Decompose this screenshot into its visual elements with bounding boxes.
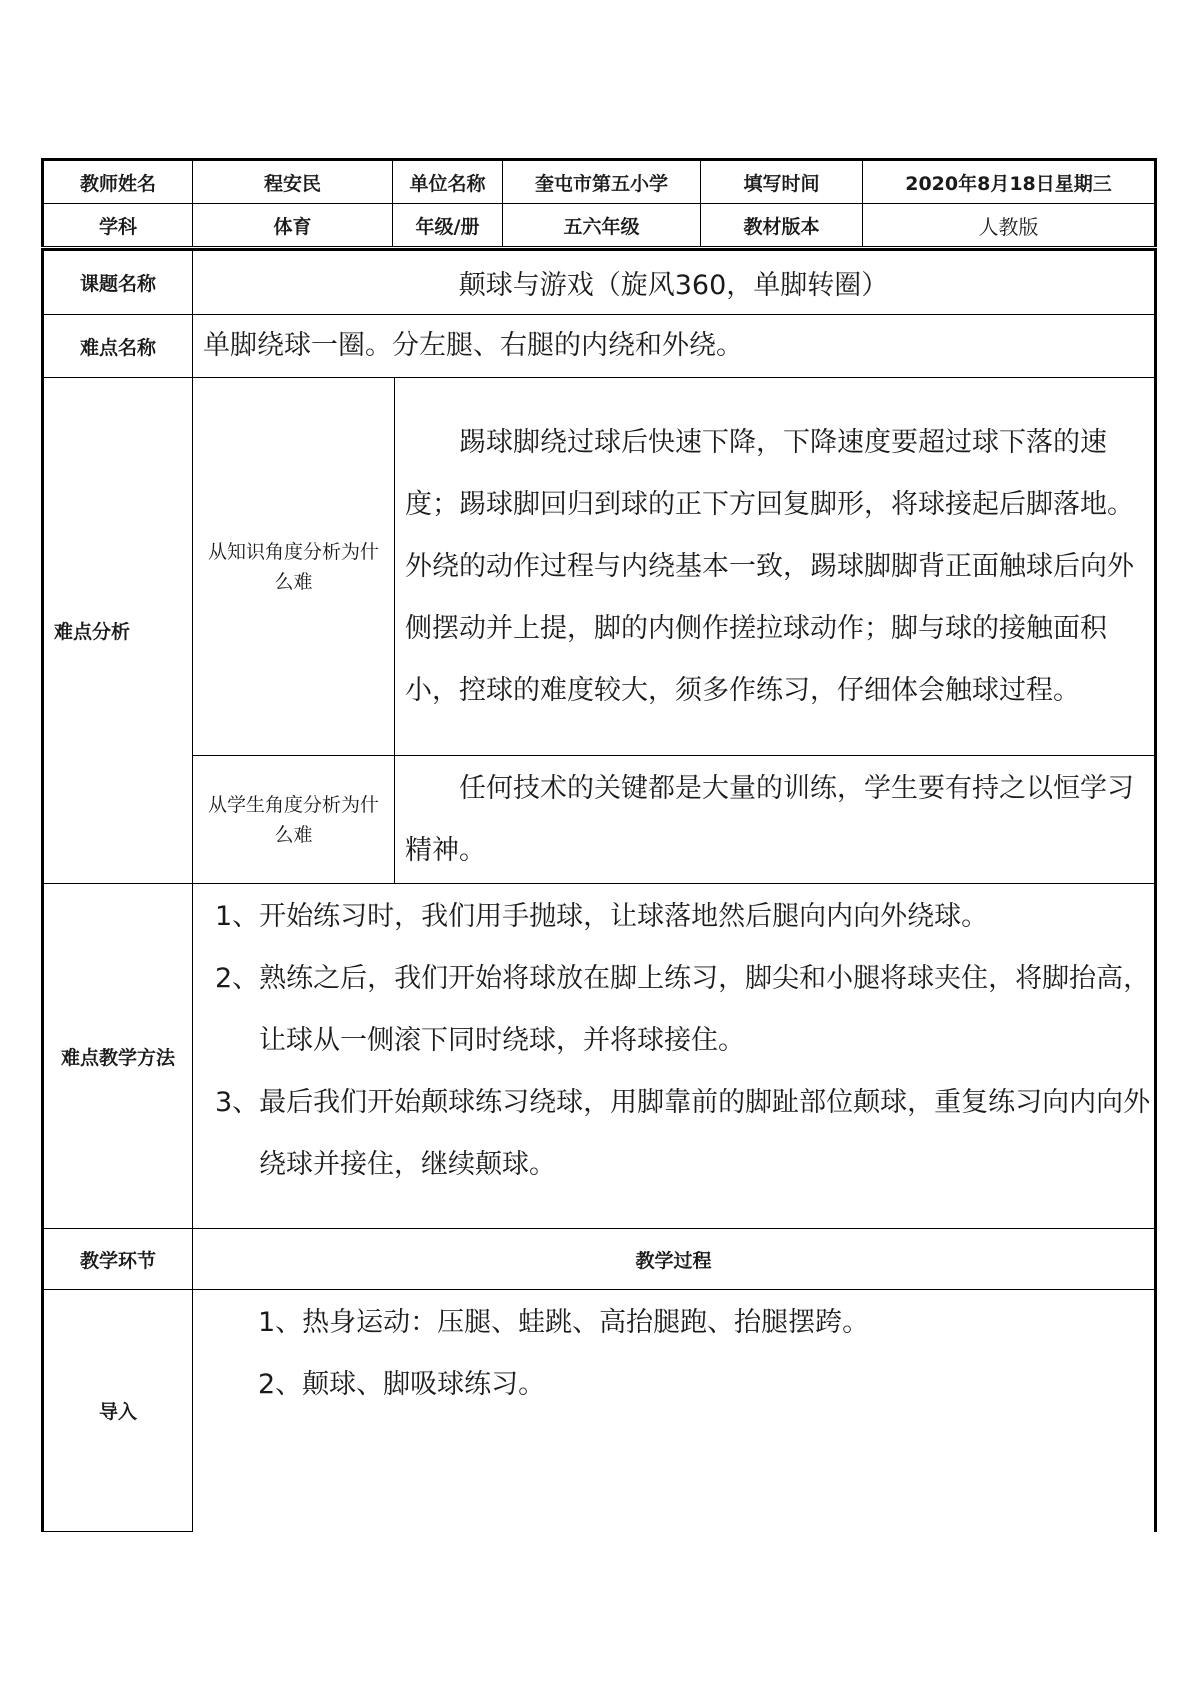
lesson-detail-table: [41, 248, 1157, 1532]
edition-label: 教材版本: [701, 204, 863, 247]
intro-item: 1、热身运动：压腿、蛙跳、高抬腿跑、抬腿摆跨。: [258, 1307, 870, 1338]
intro-item: 2、颠球、脚吸球练习。: [258, 1369, 546, 1400]
method-label: 难点教学方法: [43, 884, 193, 1229]
edition-value: 人教版: [863, 204, 1156, 247]
method-item: 1、开始练习时，我们用手抛球，让球落地然后腿向内向外绕球。: [215, 901, 989, 932]
difficulty-label: 难点名称: [43, 315, 193, 378]
method-item: 3、最后我们开始颠球练习绕球，用脚靠前的脚趾部位颠球，重复练习向内向外绕球并接住，继续颠球。: [215, 1087, 1151, 1180]
grade-label: 年级/册: [393, 204, 503, 247]
unit-value: 奎屯市第五小学: [503, 160, 701, 204]
student-angle-text: 从学生角度分析为什么难: [207, 793, 379, 846]
difficulty-value: 单脚绕球一圈。分左腿、右腿的内绕和外绕。: [193, 315, 1156, 378]
stage-label: 教学环节: [43, 1229, 193, 1290]
date-value: 2020年8月18日星期三: [863, 160, 1156, 204]
process-label: 教学过程: [193, 1229, 1156, 1290]
knowledge-analysis-text: 踢球脚绕过球后快速下降，下降速度要超过球下落的速度；踢球脚回归到球的正下方回复脚形，将球接起后脚落地。外绕的动作过程与内绕基本一致，踢球脚脚背正面触球后向外侧摆动并上提，脚的内侧作搓拉球动作；脚与球的接触面积小，控球的难度较大，须多作练习，仔细体会触球过程。: [395, 378, 1156, 756]
method-list: [193, 884, 1156, 1229]
teacher-value: 程安民: [193, 160, 393, 204]
date-label: 填写时间: [701, 160, 863, 204]
knowledge-angle-label: [193, 378, 395, 756]
teacher-label: 教师姓名: [43, 160, 193, 204]
analysis-label: 难点分析: [43, 378, 193, 884]
subject-label: 学科: [43, 204, 193, 247]
intro-label: 导入: [43, 1290, 193, 1532]
topic-label: 课题名称: [43, 250, 193, 315]
topic-value: 颠球与游戏（旋风360，单脚转圈）: [193, 250, 1156, 315]
grade-value: 五六年级: [503, 204, 701, 247]
subject-value: 体育: [193, 204, 393, 247]
info-header-table: [41, 158, 1157, 247]
student-angle-label: [193, 756, 395, 884]
unit-label: 单位名称: [393, 160, 503, 204]
student-analysis-text: 任何技术的关键都是大量的训练，学生要有持之以恒学习精神。: [395, 756, 1156, 884]
method-item: 2、熟练之后，我们开始将球放在脚上练习，脚尖和小腿将球夹住，将脚抬高，让球从一侧滚下同时绕球，并将球接住。: [215, 963, 1151, 1056]
knowledge-angle-text: 从知识角度分析为什么难: [207, 540, 379, 593]
intro-content: [193, 1290, 1156, 1532]
